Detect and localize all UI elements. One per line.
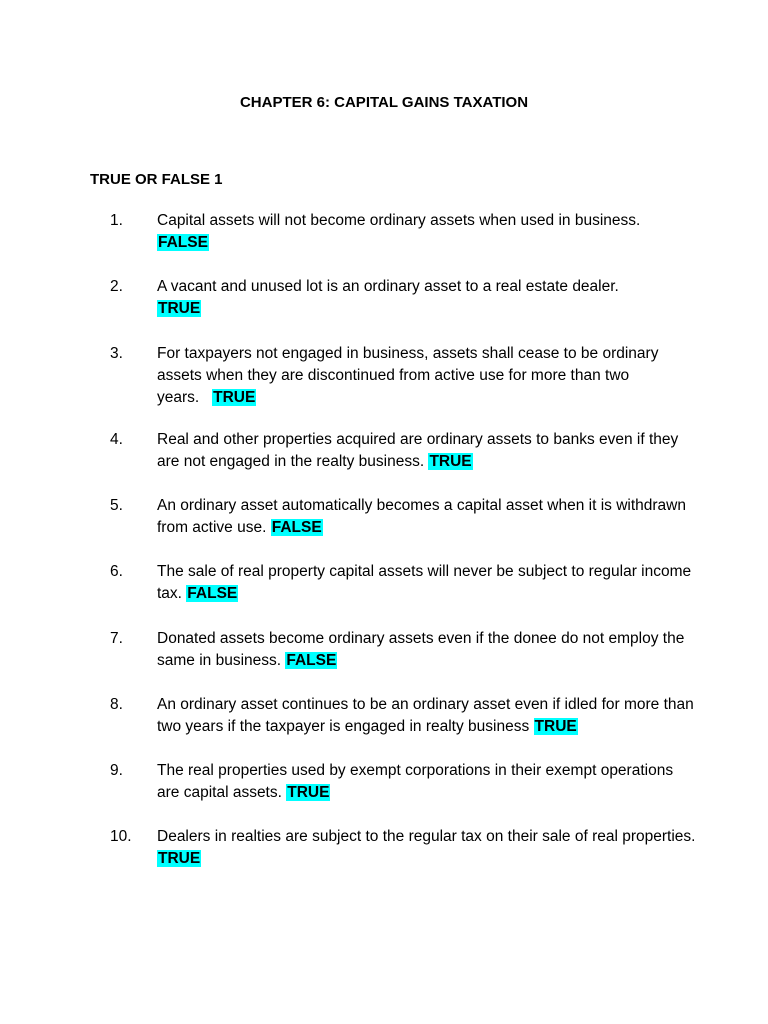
question-number: 3.	[110, 345, 123, 362]
question-text	[157, 628, 697, 672]
question-text	[157, 694, 697, 738]
question-statement: For taxpayers not engaged in business, assets shall cease to be ordinary assets when they are discontinued from active use for more than two years.	[157, 345, 659, 406]
answer-badge: FALSE	[271, 519, 322, 536]
question-text	[157, 495, 697, 539]
answer-badge: TRUE	[534, 718, 577, 735]
section-heading: TRUE OR FALSE 1	[90, 171, 223, 188]
question-statement: Real and other properties acquired are ordinary assets to banks even if they are not engaged in the realty business.	[157, 431, 679, 470]
question-statement: An ordinary asset continues to be an ordinary asset even if idled for more than two years if the taxpayer is engaged in realty business	[157, 696, 694, 735]
question-text	[157, 276, 697, 320]
question-number: 7.	[110, 630, 123, 647]
question-number: 5.	[110, 497, 123, 514]
question-statement: Capital assets will not become ordinary assets when used in business.	[157, 212, 641, 229]
answer-badge: TRUE	[213, 389, 256, 406]
question-text	[157, 429, 697, 473]
question-statement: An ordinary asset automatically becomes a capital asset when it is withdrawn from active use.	[157, 497, 686, 536]
question-text	[157, 760, 697, 804]
answer-badge: TRUE	[287, 784, 330, 801]
answer-badge: TRUE	[158, 300, 201, 317]
question-number: 4.	[110, 431, 123, 448]
question-statement: Dealers in realties are subject to the regular tax on their sale of real properties.	[157, 828, 696, 845]
question-statement: Donated assets become ordinary assets even if the donee do not employ the same in business.	[157, 630, 685, 669]
question-number: 1.	[110, 212, 123, 229]
question-number: 10.	[110, 828, 132, 845]
question-text	[157, 561, 697, 605]
question-text	[157, 210, 697, 254]
question-number: 6.	[110, 563, 123, 580]
answer-badge: FALSE	[158, 234, 208, 251]
question-number: 8.	[110, 696, 123, 713]
answer-badge: TRUE	[158, 850, 201, 867]
question-statement: The real properties used by exempt corporations in their exempt operations are capital assets.	[157, 762, 674, 801]
question-text	[157, 826, 697, 870]
question-number: 9.	[110, 762, 123, 779]
document-title: CHAPTER 6: CAPITAL GAINS TAXATION	[239, 94, 529, 111]
answer-badge: TRUE	[429, 453, 472, 470]
question-statement: A vacant and unused lot is an ordinary asset to a real estate dealer.	[157, 278, 619, 295]
question-number: 2.	[110, 278, 123, 295]
answer-badge: FALSE	[286, 652, 337, 669]
question-statement: The sale of real property capital assets will never be subject to regular income tax.	[157, 563, 692, 602]
question-text	[157, 343, 697, 409]
answer-badge: FALSE	[187, 585, 238, 602]
